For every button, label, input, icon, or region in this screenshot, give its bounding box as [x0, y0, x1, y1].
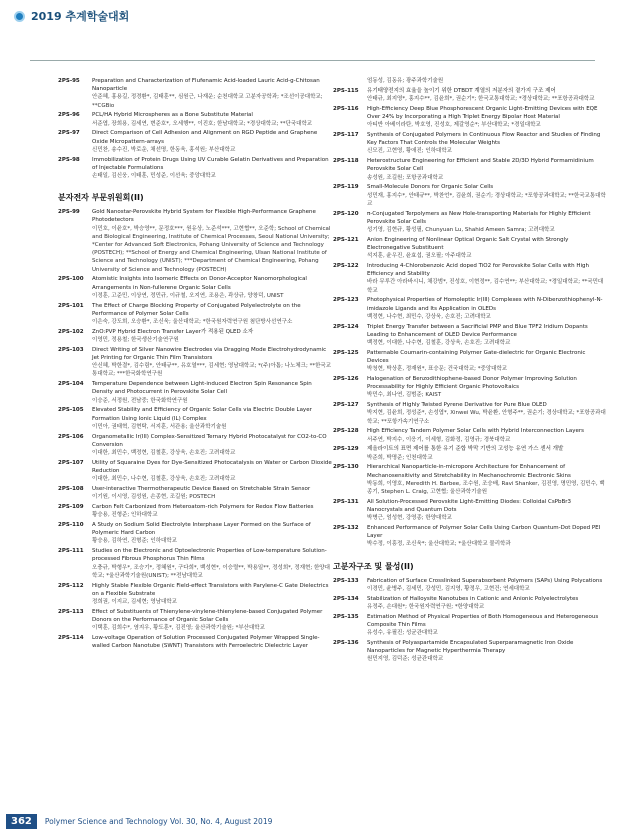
entry-title: Triplet Energy Transfer between a Sacrificial PMP and Blue TPF2 Iridium Dopants Leading to Enhancement of OLED Device Performance: [367, 323, 588, 338]
entry-code: 2PS-99: [58, 209, 80, 216]
entry-code: 2PS-110: [58, 522, 84, 529]
abstract-entry: [58, 208, 333, 274]
entry-code: 2PS-136: [333, 639, 359, 646]
abstract-entry: [58, 634, 333, 650]
entry-code: 2PS-120: [333, 210, 359, 217]
entry-authors: 신모진, 고현영, 황애진; 인하대학교: [367, 148, 452, 155]
entry-title: Gold Nanostar-Perovskite Hybrid System for Flexible High-Performance Graphene Photodetectors: [92, 209, 316, 224]
entry-title: Direct Comparison of Cell Adhesion and Alignment on RGD Peptide and Graphene Oxide Micropattern-arrays: [92, 130, 318, 145]
abstract-entry: [58, 521, 333, 546]
entry-list-top: [58, 77, 333, 180]
page-footer: [0, 812, 625, 830]
entry-authors: 이대한, 최민수, 백정현, 김철훈, 강상욱, 손호진; 고려대학교: [92, 450, 236, 457]
entry-title: The Effect of Charge Blocking Property of Conjugated Polyelectrolyte on the Performance of Polymer Solar Cells: [92, 302, 301, 317]
entry-code: 2PS-102: [58, 328, 84, 335]
abstract-entry: [58, 328, 333, 344]
entry-authors: 송성원, 조길원; 포항공과대학교: [367, 174, 444, 181]
entry-code: 2PS-105: [58, 407, 84, 414]
entry-authors: 유성수, 유필진; 성균관대학교: [367, 630, 438, 637]
journal-info: Polymer Science and Technology Vol. 30, No. 4, August 2019: [44, 816, 273, 826]
entry-list-right-bottom: [333, 577, 608, 664]
entry-authors: 백정현, 나수현, 최민수, 강상욱, 손호진; 고려대학교: [367, 313, 491, 320]
entry-authors: 박준희, 박명준; 인천대학교: [367, 454, 433, 461]
entry-code: 2PS-119: [333, 184, 359, 191]
entry-code: 2PS-111: [58, 548, 84, 555]
abstract-entry: [333, 183, 608, 208]
entry-title: All Solution-Processed Perovskite Light-Emitting Diodes: Colloidal CsPbBr3 Nanocrystals and Quantum Dots: [367, 498, 572, 514]
abstract-entry: [333, 401, 608, 426]
entry-code: 2PS-121: [333, 236, 359, 243]
entry-code: 2PS-122: [333, 263, 359, 270]
entry-authors: 서주연, 박지수, 이응기, 이세형, 김화정, 김영규; 경북대학교: [367, 436, 511, 443]
entry-code: 2PS-112: [58, 582, 84, 589]
abstract-entry: [58, 129, 333, 154]
abstract-entry: [333, 375, 608, 400]
entry-code: 2PS-130: [333, 464, 359, 471]
entry-code: 2PS-108: [58, 486, 84, 493]
entry-title: Atomistic Insights into Isomeric Effects on Donor-Acceptor Nanomorphological Arrangements in Non-fullerene Organic Solar Cells: [92, 276, 307, 291]
entry-code: 2PS-126: [333, 376, 359, 383]
entry-code: 2PS-123: [333, 297, 359, 304]
entry-code: 2PS-117: [333, 132, 359, 138]
entry-authors: 박수정, 이흥정, 조신욱*; 울산대학교; *울산대학교 물리학과: [367, 541, 511, 548]
entry-code: 2PS-115: [333, 87, 359, 94]
entry-code: 2PS-100: [58, 276, 84, 283]
entry-authors: 성기영, 김현규, 황성필, Chunyuan Lu, Shahid Ameen Samra; 고려대학교: [367, 227, 555, 234]
entry-code: 2PS-127: [333, 402, 359, 409]
abstract-entry: [58, 608, 333, 633]
abstract-entry: [58, 459, 333, 484]
entry-authors: 이정훈, 고준민, 이상연, 정민규, 이규철, 오지연, 조용은, 곽상규, 양창덕, UNIST: [92, 292, 284, 299]
abstract-entry: [58, 302, 333, 327]
entry-authors: 이기원, 이시영, 김성원, 손종현, 조길원; POSTECH: [92, 494, 216, 501]
entry-authors: 정희권, 이지교, 김세현; 영남대학교: [92, 599, 177, 606]
entry-title: Fabrication of Surface Crosslinked Superabsorbent Polymers (SAPs) Using Polycations: [367, 577, 603, 584]
page-header: [14, 8, 129, 24]
abstract-entry: [58, 547, 333, 580]
entry-authors: 안신혜, 박한결*, 김수림*, 안태규**, 유호열***, 김세현; 영남대학교; *(주)아톰; 나노체크; **한국교통대학교; ***한국화학연구원: [92, 363, 332, 378]
entry-code: 2PS-125: [333, 349, 359, 356]
entry-title: Elevated Stability and Efficiency of Organic Solar Cells via Electric Double Layer Formation Using Ionic Liquid (IL) Complex: [92, 407, 312, 422]
entry-authors: 성민재, 홍지수*, 안태규**, 박찬언*, 김윤희, 권순기; 경상대학교; *포항공과대학교; **한국교통대학교: [367, 192, 606, 207]
entry-title: Immobilization of Protein Drugs Using UV Curable Gelatin Derivatives and Preparation of Injectable Formulations: [92, 156, 329, 171]
header-divider: [30, 60, 595, 61]
abstract-entry: [333, 262, 608, 295]
page-number: 362: [6, 814, 37, 829]
circle-bullet-icon: [14, 11, 25, 22]
entry-title: Heterostructure Engineering for Efficient and Stable 2D/3D Hybrid Formamidinium Perovskite Solar Cell: [367, 158, 594, 173]
conference-title: 2019 추계학술대회: [31, 10, 130, 23]
entry-authors: 이은숙, 강도희, 오승환*, 조신욱; 울산대학교; *한국원자력연구원 첨단방사선연구소: [92, 319, 293, 326]
entry-authors: 원민지영, 김덕준; 성균관대학교: [367, 656, 444, 663]
entry-list-right-main: [333, 87, 608, 549]
entry-title: Synthesis of Highly Twisted Pyrene Derivative for Pure Blue OLED: [367, 402, 547, 409]
entry-code: 2PS-103: [58, 346, 84, 353]
abstract-entry: [333, 157, 608, 182]
entry-title: Highly Stable Flexible Organic Field-effect Transistors with Parylene-C Gate Dielectrics on a Flexible Substrate: [92, 582, 329, 597]
left-column: [58, 77, 333, 652]
abstract-entry: [333, 639, 608, 664]
entry-code: 2PS-132: [333, 525, 359, 532]
entry-title: Patternable Coumarin-containing Polymer Gate-dielectric for Organic Electronic Devices: [367, 349, 586, 365]
entry-authors: 박민수, 최나연, 김범준; KAIST: [367, 392, 442, 399]
abstract-entry: [58, 406, 333, 431]
entry-authors: 신민찬, 송수진, 박로운, 채선명, 한동욱, 홍석원; 부산대학교: [92, 146, 236, 153]
abstract-entry: [58, 433, 333, 458]
abstract-entry: [333, 131, 608, 156]
entry-authors: 서준엽, 장희용, 김세연, 변준호*, 오세행**, 이진호; 한남대학교; *경상대학교; **단국대학교: [92, 120, 313, 127]
entry-title: Preparation and Characterization of Flufenamic Acid-loaded Lauric Acid-g-Chitosan Nanoparticle: [92, 78, 320, 93]
entry-title: π-Conjugated Terpolymers as New Hole-transporting Materials for Highly Efficient Perovskite Solar Cells: [367, 210, 591, 225]
entry-authors: 손태일, 김신웅, 이태훈, 민성준, 이선욱; 중앙대학교: [92, 173, 216, 180]
abstract-entry: [58, 111, 333, 127]
right-column: [333, 77, 608, 665]
abstract-entry: [333, 463, 608, 496]
entry-code: 2PS-113: [58, 608, 84, 615]
entry-authors: 석지훈, 윤우진, 윤효섭, 권오필; 아주대학교: [367, 253, 472, 260]
entry-authors: 백정현, 이대한, 나수현, 김철훈, 강상욱, 손호진; 고려대학교: [367, 340, 511, 347]
entry-list-left-main: [58, 208, 333, 650]
entry-title: Photophysical Properties of Homoleptic Ir(III) Complexes with N-Dibenzothiophenyl-N-imidazole Ligands and Its Application in OLEDs: [367, 297, 603, 312]
abstract-entry: [333, 323, 608, 348]
entry-title: Introducing 4-Chlorobenzoic Acid doped TiO2 for Perovskite Solar Cells with High Efficiency and Stability: [367, 263, 590, 278]
entry-title: Effect of Substituents of Thienylene-vinylene-thienylene-based Conjugated Polymer Donors on the Performance of Organic Solar Cells: [92, 608, 323, 624]
entry-authors: 박동희, 이영호, Meredith H. Barbee, 조수원, 조승배, Ravi Shanker, 김진영, 명민영, 김민수, 백종기, Stephen L. Craig, 고현협; 울산과학기술원: [367, 480, 605, 496]
entry-title: Estimation Method of Physical Properties of Both Homogeneous and Heterogeneous Composite Thin Films: [367, 613, 599, 628]
entry-title: Organometallic Ir(III) Complex-Sensitized Ternary Hybrid Photocatalyst for CO2-to-CO Conversion: [92, 433, 327, 448]
section-heading-polymer-structure: 고분자구조 및 물성(II): [333, 561, 414, 571]
entry-authors: 이민아, 권태혁, 김현탁, 서지훈, 서관용; 울산과학기술원: [92, 423, 227, 430]
entry-authors: 박병근, 엄성현, 강영종; 한양대학교: [367, 515, 452, 522]
entry-code: 2PS-128: [333, 428, 359, 435]
abstract-entry: [58, 485, 333, 501]
continuation-authors: 엄동성, 김동유; 광주과학기술원: [367, 78, 444, 84]
entry-title: Stabilization of Halloysite Nanotubes in Cationic and Anionic Polyelectrolytes: [367, 595, 579, 602]
entry-authors: 이대한, 최민수, 나수현, 김철훈, 강상욱, 손호진; 고려대학교: [92, 476, 236, 483]
entry-code: 2PS-106: [58, 433, 84, 440]
entry-authors: 이승준, 서정원, 전남중; 한국화학연구원: [92, 397, 188, 404]
entry-title: High Efficiency Tandem Polymer Solar Cells with Hybrid Interconnection Layers: [367, 428, 584, 435]
entry-code: 2PS-109: [58, 504, 84, 511]
entry-authors: 황승용, 김하연, 진형준; 인하대학교: [92, 538, 177, 545]
entry-code: 2PS-131: [333, 498, 359, 505]
abstract-entry: [333, 210, 608, 235]
abstract-entry: [58, 275, 333, 300]
entry-title: Carbon Felt Carbonized from Heteroatom-rich Polymers for Redox Flow Batteries: [92, 504, 314, 511]
entry-title: Low-voltage Operation of Solution Processed Conjugated Polymer Wrapped Single-walled Carbon Nanotube (SWNT) Transistors with Ferroelectric Dielectric Layer: [92, 635, 320, 650]
entry-code: 2PS-96: [58, 112, 80, 119]
entry-code: 2PS-114: [58, 635, 84, 642]
entry-title: Small-Molecule Donors for Organic Solar Cells: [367, 184, 494, 191]
entry-code: 2PS-101: [58, 302, 84, 309]
abstract-entry: [58, 77, 333, 110]
entry-authors: 황승용, 진형준; 인하대학교: [92, 512, 158, 519]
entry-authors: 박지현, 김윤희, 정성준*, 손성엽*, Xinwei Wu, 박윤환, 안형주**, 권순기; 경상대학교; *포항공과대학교; **포항가속기연구소: [367, 410, 606, 425]
entry-title: Synthesis of Polyaspartamide Encapsulated Superparamagnetic Iron Oxide Nanoparticles for Magnetic Hyperthermia Therapy: [367, 639, 574, 655]
abstract-entry: [333, 236, 608, 261]
abstract-entry: [58, 156, 333, 181]
entry-authors: 안준혜, 홍용길, 정경환*, 김태훈**, 심원근, 나재운; 순천대학교 고분자공학과; *조선이공대학교; **CGBio: [92, 94, 323, 109]
entry-title: Enhanced Performance of Polymer Solar Cells Using Carbon Quantum-Dot Doped PEI Layer: [367, 525, 601, 540]
entry-title: High-Efficiency Deep Blue Phosphorescent Organic Light-Emitting Devices with EQE Over 24% by Incorporating a High Triplet Energy Bipolar Host Material: [367, 105, 598, 120]
entry-authors: 이영민, 정용철; 한국생산기술연구원: [92, 337, 179, 344]
entry-code: 2PS-97: [58, 130, 80, 137]
entry-authors: 박청현, 박상훈, 정재원*, 표승문; 건국대학교; *중앙대학교: [367, 366, 508, 373]
entry-code: 2PS-118: [333, 158, 359, 165]
abstract-entry: [333, 498, 608, 523]
entry-authors: 오충규, 박형우*, 조승기*, 정혜원*, 구다희*, 백성현*, 이승렬**, 박용일**, 정성희*, 정재현; 한양대학교; *울산과학기술원(UNIST); **전남대학교: [92, 564, 330, 579]
entry-code: 2PS-124: [333, 323, 359, 330]
entry-authors: 이민호, 이윤호*, 박승영**, 문정호***, 원유상, 노준석***, 고현협**, 오준학; School of Chemical and Biological Engineering, Institute of Chemical Processes, Seoul National University; *Center for Advanced Soft Electronics, Pohang University of Science and Technology (POSTECH); **School of Energy and Chemical Engineering, Ulsan National Institute of Science and Technology (UNIST); ***Department of Chemical Engineering, Pohang University of Science and Technology (POSTECH): [92, 225, 331, 273]
entry-code: 2PS-135: [333, 613, 359, 620]
abstract-entry: [333, 105, 608, 130]
abstract-entry: [58, 380, 333, 405]
entry-title: ZnO:PVP Hybrid Electron Transfer Layer가 적용된 QLED 소자: [92, 328, 254, 335]
abstract-entry: [333, 349, 608, 374]
entry-title: Halogenation of Benzodithiophene-based Donor Polymer Improving Solution Processability for Highly Efficient Organic Photovoltaics: [367, 376, 577, 391]
abstract-entry: [333, 524, 608, 549]
entry-title: A Study on Sodium Solid Electrolyte Interphase Layer Formed on the Surface of Polymeric Hard Carbon: [92, 522, 311, 537]
abstract-entry: [333, 445, 608, 461]
entry-title: Synthesis of Conjugated Polymers in Continuous Flow Reactor and Studies of Finding Key Factors That Controls the Molecular Weights: [367, 132, 601, 147]
entry-title: Studies on the Electronic and Optoelectronic Properties of Low-temperature Solution-processed Fibrous Phosphorus Thin Films: [92, 548, 327, 563]
entry-code: 2PS-98: [58, 156, 80, 163]
entry-code: 2PS-107: [58, 459, 84, 466]
entry-title: Anion Engineering of Nonlinear Optical Organic Salt Crystal with Strongly Electronegative Substituent: [367, 236, 569, 252]
entry-code: 2PS-116: [333, 105, 359, 112]
section-heading-molecular-electronics: 분자전자 부문위원회(II): [58, 193, 144, 203]
entry-authors: 바라 무루간 아라바시니, 채강범*, 진성호, 이현정**, 김수연**; 부산대학교; *경일대학교; **국민대학교: [367, 279, 604, 294]
entry-title: Temperature Dependence between Light-induced Electron Spin Resonance Spin Density and Photocurrent in Perovskite Solar Cell: [92, 381, 312, 396]
abstract-entry: [58, 346, 333, 379]
entry-code: 2PS-104: [58, 381, 84, 388]
abstract-entry: [333, 296, 608, 321]
entry-authors: 유정주, 손대원*; 한국원자력연구원; *한양대학교: [367, 603, 485, 610]
entry-authors: 안태규, 최지영*, 홍지수**, 김윤희*, 권순기*; 한국교통대학교; *경상대학교; **포항공과대학교: [367, 96, 595, 102]
abstract-entry: [333, 87, 608, 103]
entry-title: 유기태양전지의 효율을 높이기 위한 DTBDT 계열의 저분자의 곁가지 구조 제어: [367, 87, 556, 94]
entry-title: Hierarchical Nanoparticle-in-micropore Architecture for Enhancement of Mechanosensitivity and Stretchability in Mechanochromic Electronic Skins: [367, 464, 571, 479]
entry-code: 2PS-129: [333, 446, 359, 453]
entry-code: 2PS-134: [333, 595, 359, 602]
entry-code: 2PS-133: [333, 577, 359, 584]
abstract-entry: [333, 595, 608, 611]
entry-title: User-interactive Thermotherapeutic Device Based on Stretchable Strain Sensor: [92, 486, 311, 493]
abstract-entry: [58, 503, 333, 519]
entry-title: Utility of Squaraine Dyes for Dye-Sensitized Photocatalysis on Water or Carbon Dioxide Reduction: [92, 459, 332, 475]
abstract-entry: [333, 577, 608, 593]
entry-title: Direct Writing of Silver Nanowire Electrodes via Dragging Mode Electrohydrodynamic Jet Printing for Organic Thin Film Transistors: [92, 346, 327, 362]
entry-title: PCL/HA Hybrid Microspheres as a Bone Substitute Material: [92, 112, 253, 119]
entry-authors: 이택훈, 김희수*, 염지우, 황도훈*, 김진영; 울산과학기술원; *부산대학교: [92, 625, 265, 632]
abstract-entry: [333, 427, 608, 443]
entry-authors: 아티반 아베이라탄, 박호영, 진성호, 제갈영순*; 부산대학교; *경일대학교: [367, 122, 541, 129]
abstract-entry: [58, 582, 333, 607]
abstract-entry: [333, 613, 608, 638]
entry-title: 제올라이트의 표면 제어를 통한 유기 준합 박막 기반의 고성능 유연 가스 센서 개발: [367, 446, 564, 453]
entry-authors: 이경민, 윤병주, 김세민, 강성민, 김지영, 황정우, 고현건; 연세대학교: [367, 585, 530, 592]
entry-code: 2PS-95: [58, 78, 80, 84]
